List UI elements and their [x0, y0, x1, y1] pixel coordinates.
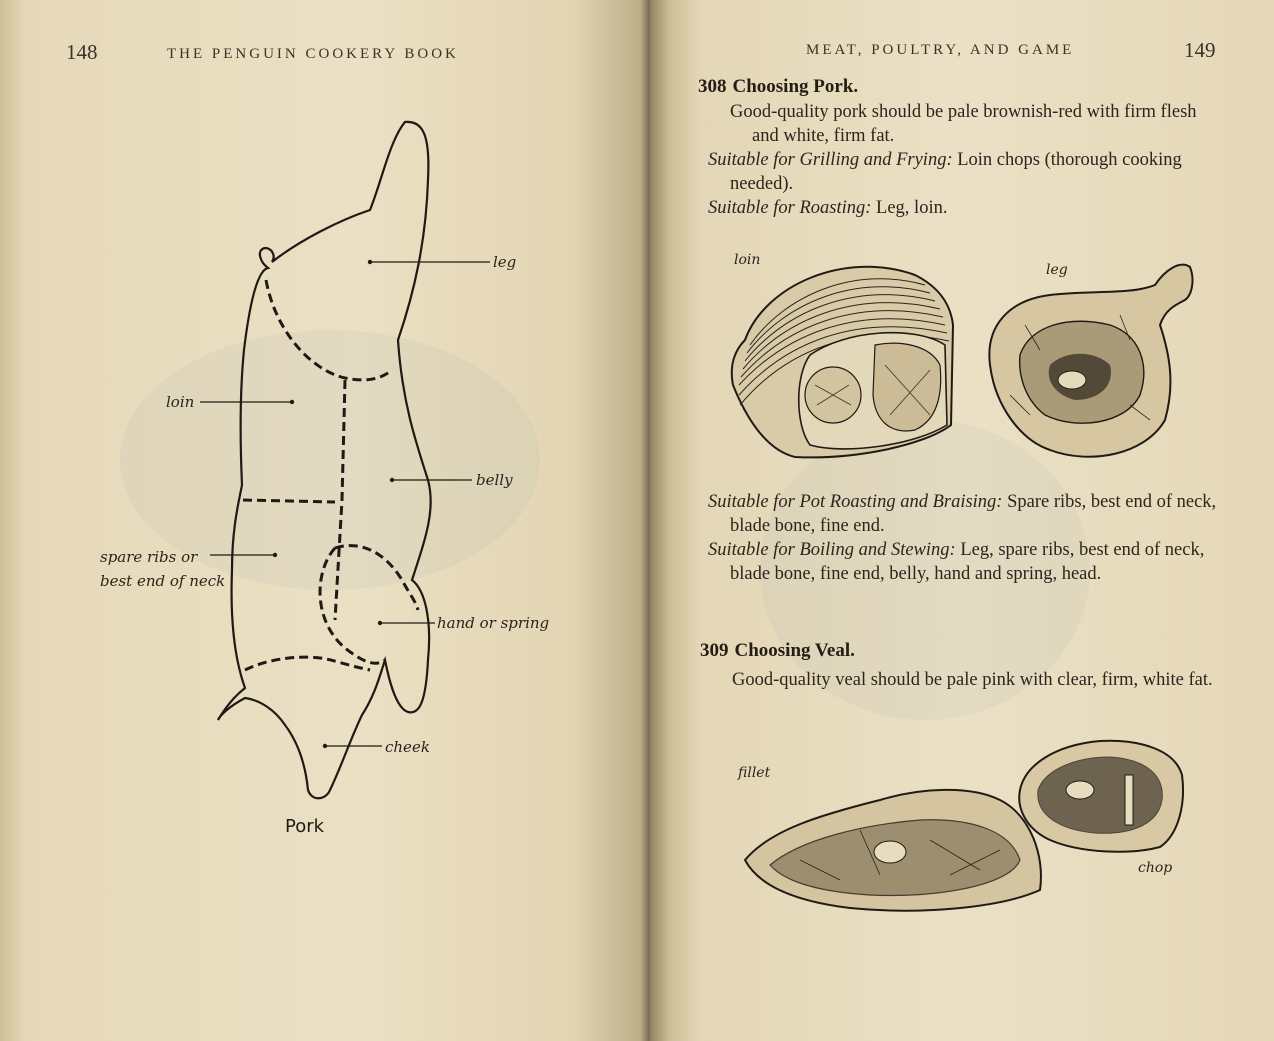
label-leg: leg	[493, 253, 517, 271]
section-308-heading	[698, 76, 858, 98]
pork-intro: Good-quality pork should be pale brownish-red with firm flesh and white, firm fat.	[730, 102, 1197, 146]
chop-illustration	[1010, 735, 1190, 860]
leader-dots	[273, 260, 394, 748]
cut-lines	[243, 280, 418, 670]
label-belly: belly	[476, 471, 513, 489]
plate-label-chop: chop	[1138, 860, 1173, 876]
loin-illustration	[725, 245, 965, 470]
pork-boiling	[708, 538, 1220, 586]
pot-roasting-label: Suitable for Pot Roasting and Braising:	[708, 492, 1003, 512]
section-308-title: Choosing Pork.	[732, 76, 859, 97]
label-hand-or-spring: hand or spring	[437, 614, 550, 632]
diagram-caption: Pork	[285, 816, 325, 837]
section-308-body	[708, 100, 1218, 220]
pork-cuts-diagram	[80, 100, 570, 860]
roasting-text: Leg, loin.	[871, 198, 948, 218]
page-number-left: 148	[66, 40, 98, 64]
plate-label-leg: leg	[1046, 262, 1068, 278]
pork-roasting	[708, 196, 1218, 220]
leg-illustration	[980, 255, 1200, 465]
fillet-illustration	[740, 780, 1050, 920]
pork-grilling	[708, 148, 1218, 196]
grilling-text: Loin chops (thorough cooking needed).	[730, 150, 1182, 194]
section-308-number: 308	[698, 76, 727, 97]
section-309-number: 309	[700, 640, 729, 661]
section-309-title: Choosing Veal.	[734, 640, 855, 661]
plate-label-fillet: fillet	[738, 765, 771, 781]
boiling-label: Suitable for Boiling and Stewing:	[708, 540, 956, 560]
boiling-text: Leg, spare ribs, best end of neck, blade bone, fine end, belly, hand and spring, head.	[730, 540, 1205, 584]
right-page	[650, 0, 1274, 1041]
roasting-label: Suitable for Roasting:	[708, 198, 872, 218]
pork-outline	[218, 122, 431, 798]
page-number-right: 149	[1184, 38, 1216, 62]
pork-pot-roasting	[708, 490, 1220, 538]
label-cheek: cheek	[385, 738, 430, 756]
pot-roasting-text: Spare ribs, best end of neck, blade bone, fine end.	[730, 492, 1217, 536]
label-loin: loin	[166, 393, 195, 411]
running-head-left: THE PENGUIN COOKERY BOOK	[167, 46, 459, 62]
section-309-heading	[700, 640, 855, 662]
plate-label-loin: loin	[734, 252, 761, 268]
leader-lines	[200, 262, 490, 746]
veal-intro: Good-quality veal should be pale pink with clear, firm, white fat.	[732, 670, 1213, 690]
running-head-right: MEAT, POULTRY, AND GAME	[806, 42, 1075, 58]
grilling-label: Suitable for Grilling and Frying:	[708, 150, 953, 170]
section-308-methods	[708, 490, 1220, 586]
label-spare-ribs-line2: best end of neck	[100, 572, 226, 590]
label-spare-ribs-line1: spare ribs or	[100, 548, 198, 566]
